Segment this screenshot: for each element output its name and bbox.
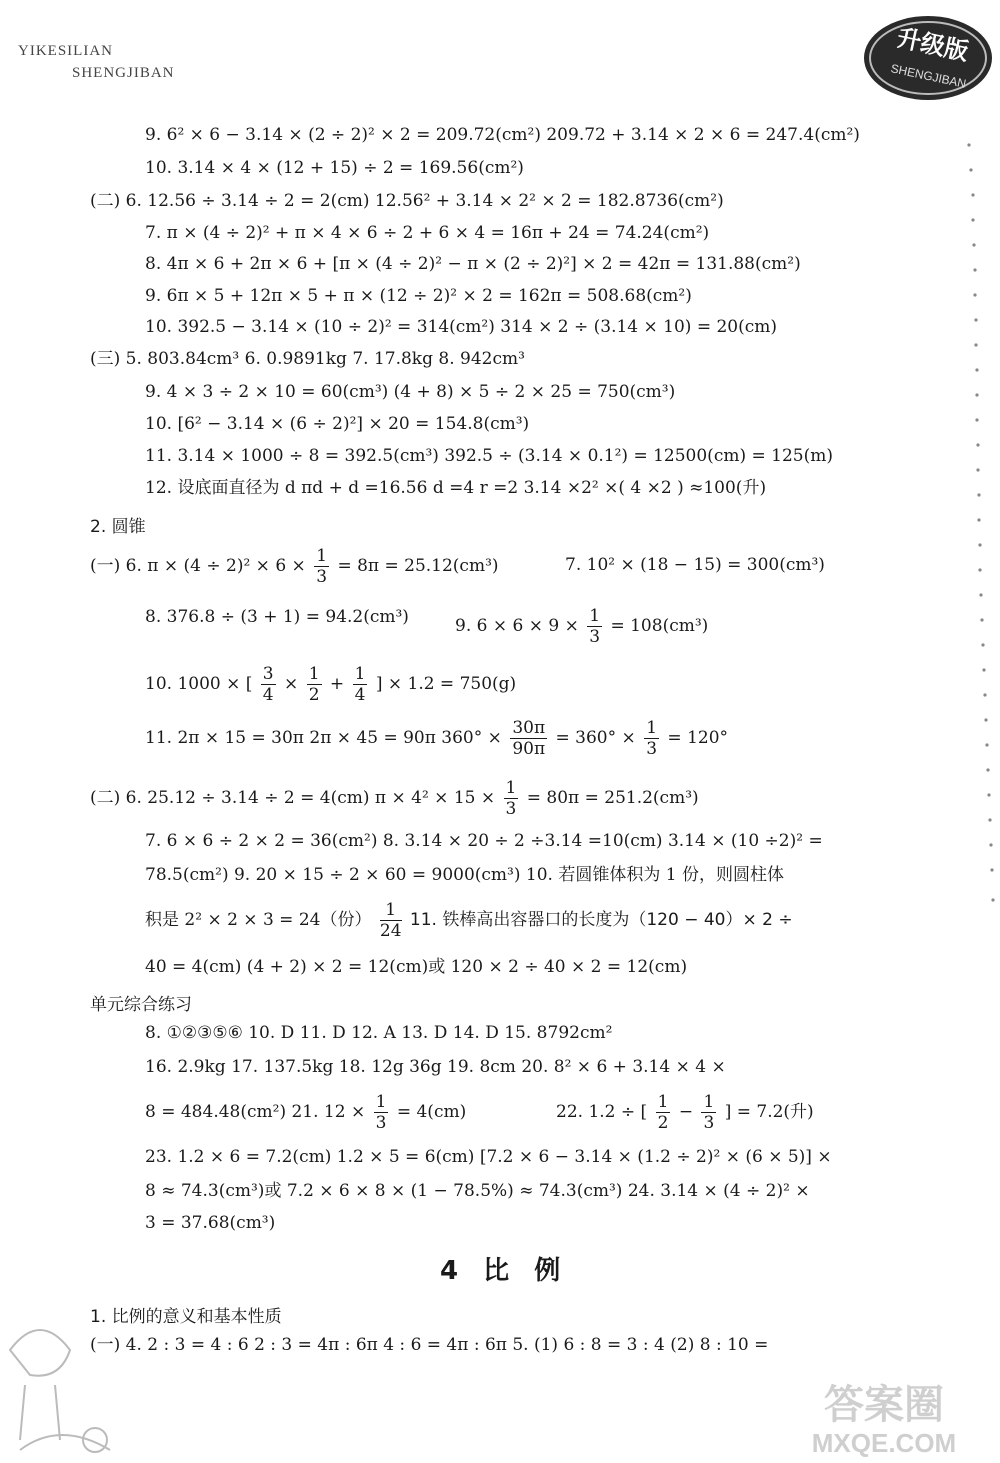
answer-line: (一) 4. 2 : 3 = 4 : 6 2 : 3 = 4π : 6π 4 : 6 = 4π : 6π 5. (1) 6 : 8 = 3 : 4 (2) 8 : 10 = [90,1335,769,1355]
section-heading-cone: 2. 圆锥 [90,517,146,537]
fraction-one-third: $\frac{1}{3}$ [505,778,517,819]
fraction-one-third: $\frac{1}{3}$ [646,718,658,759]
answer-line: 16. 2.9kg 17. 137.5kg 18. 12g 36g 19. 8cm 20. 8² × 6 + 3.14 × 4 × [145,1057,726,1077]
running-header [18,40,175,84]
watermark-url-text: MXQE.COM [811,1428,957,1458]
badge-main-text: 升级版 [894,23,971,67]
upgrade-badge-logo [858,8,998,108]
answer-line: (二) 6. 25.12 ÷ 3.14 ÷ 2 = 4(cm) π × 4² × 15 × $\frac{1}{3}$ = 80π = 251.2(cm³) [90,778,699,819]
answer-line: 8 ≈ 74.3(cm³)或 7.2 × 6 × 8 × (1 − 78.5%) ≈ 74.3(cm³) 24. 3.14 × (4 ÷ 2)² × [145,1181,810,1201]
badge-sub-text: SHENGJIBAN [889,61,968,91]
answer-line: 7. π × (4 ÷ 2)² + π × 4 × 6 ÷ 2 + 6 × 4 = 16π + 24 = 74.24(cm²) [145,223,710,243]
answer-line: 9. 6² × 6 − 3.14 × (2 ÷ 2)² × 2 = 209.72(cm²) 209.72 + 3.14 × 2 × 6 = 247.4(cm²) [145,125,860,145]
fraction-one-third: $\frac{1}{3}$ [316,546,328,587]
answer-line: 3 = 37.68(cm³) [145,1213,276,1233]
answer-line: 11. 3.14 × 1000 ÷ 8 = 392.5(cm³) 392.5 ÷ (3.14 × 0.1²) = 12500(cm) = 125(m) [145,446,833,466]
answer-line: (三) 5. 803.84cm³ 6. 0.9891kg 7. 17.8kg 8. 942cm³ [90,349,525,369]
answer-line: 12. 设底面直径为 d πd + d =16.56 d =4 r =2 3.14 ×2² ×( 4 ×2 ) ≈100(升) [145,478,767,498]
answer-line: 8. 4π × 6 + 2π × 6 + [π × (4 ÷ 2)² − π × (2 ÷ 2)²] × 2 = 42π = 131.88(cm²) [145,254,801,274]
answer-line: 7. 6 × 6 ÷ 2 × 2 = 36(cm²) 8. 3.14 × 20 ÷ 2 ÷3.14 =10(cm) 3.14 × (10 ÷2)² = [145,831,823,851]
answer-line: 8. ①②③⑤⑥ 10. D 11. D 12. A 13. D 14. D 15. 8792cm² [145,1023,613,1043]
answer-line: (二) 6. 12.56 ÷ 3.14 ÷ 2 = 2(cm) 12.56² + 3.14 × 2² × 2 = 182.8736(cm²) [90,191,724,211]
answer-line: 10. [6² − 3.14 × (6 ÷ 2)²] × 20 = 154.8(cm³) [145,414,530,434]
dotted-border-decoration [955,140,995,940]
answer-line: 22. 1.2 ÷ [ $\frac{1}{2}$ − $\frac{1}{3}$ ] = 7.2(升) [556,1092,814,1133]
answer-line: 8. 376.8 ÷ (3 + 1) = 94.2(cm³) [145,607,409,627]
chapter-title: 4 比 例 [440,1256,569,1286]
watermark-main-text: 答案圈 [824,1382,944,1428]
answer-line: 23. 1.2 × 6 = 7.2(cm) 1.2 × 5 = 6(cm) [7.2 × 6 − 3.14 × (1.2 ÷ 2)² × (6 × 5)] × [145,1147,832,1167]
answer-line: 9. 4 × 3 ÷ 2 × 10 = 60(cm³) (4 + 8) × 5 ÷ 2 × 25 = 750(cm³) [145,382,676,402]
section-heading-proportion: 1. 比例的意义和基本性质 [90,1307,282,1327]
answer-line: 7. 10² × (18 − 15) = 300(cm³) [565,555,825,575]
answer-line: 40 = 4(cm) (4 + 2) × 2 = 12(cm)或 120 × 2 ÷ 40 × 2 = 12(cm) [145,957,688,977]
answer-circle-watermark-logo [772,1370,997,1460]
fraction-three-quarters: $\frac{3}{4}$ [262,664,274,705]
section-heading-unit-review: 单元综合练习 [90,995,192,1015]
answer-line: (一) 6. π × (4 ÷ 2)² × 6 × $\frac{1}{3}$ = 8π = 25.12(cm³) [90,546,499,587]
answer-line: 10. 1000 × [ $\frac{3}{4}$ × $\frac{1}{2}$ + $\frac{1}{4}$ ] × 1.2 = 750(g) [145,664,517,705]
header-line-1: YIKESILIAN [18,43,113,59]
fraction-one-third: $\frac{1}{3}$ [703,1092,715,1133]
fraction-one-half: $\frac{1}{2}$ [657,1092,669,1133]
answer-line: 9. 6 × 6 × 9 × $\frac{1}{3}$ = 108(cm³) [455,606,709,647]
fraction-30pi-90pi: $\frac{30\pi}{90\pi}$ [512,718,546,759]
answer-line: 8 = 484.48(cm²) 21. 12 × $\frac{1}{3}$ = 4(cm) [145,1092,467,1133]
fraction-one-twentyfourth: $\frac{1}{24}$ [379,900,402,941]
answer-line: 10. 3.14 × 4 × (12 + 15) ÷ 2 = 169.56(cm²) [145,158,524,178]
fraction-one-quarter: $\frac{1}{4}$ [354,664,366,705]
fraction-one-third: $\frac{1}{3}$ [589,606,601,647]
answer-line: 9. 6π × 5 + 12π × 5 + π × (12 ÷ 2)² × 2 = 162π = 508.68(cm²) [145,286,692,306]
fraction-one-third: $\frac{1}{3}$ [375,1092,387,1133]
child-illustration-decoration [0,1290,140,1463]
answer-line: 10. 392.5 − 3.14 × (10 ÷ 2)² = 314(cm²) 314 × 2 ÷ (3.14 × 10) = 20(cm) [145,317,778,337]
fraction-one-half: $\frac{1}{2}$ [308,664,320,705]
answer-line: 积是 2² × 2 × 3 = 24（份） $\frac{1}{24}$ 11. 铁棒高出容器口的长度为（120 − 40）× 2 ÷ [145,900,793,941]
answer-line: 78.5(cm²) 9. 20 × 15 ÷ 2 × 60 = 9000(cm³) 10. 若圆锥体积为 1 份，则圆柱体 [145,865,784,885]
header-line-2: SHENGJIBAN [72,65,175,81]
answer-line: 11. 2π × 15 = 30π 2π × 45 = 90π 360° × $\frac{30\pi}{90\pi}$ = 360° × $\frac{1}{3}$ = 120° [145,718,729,759]
